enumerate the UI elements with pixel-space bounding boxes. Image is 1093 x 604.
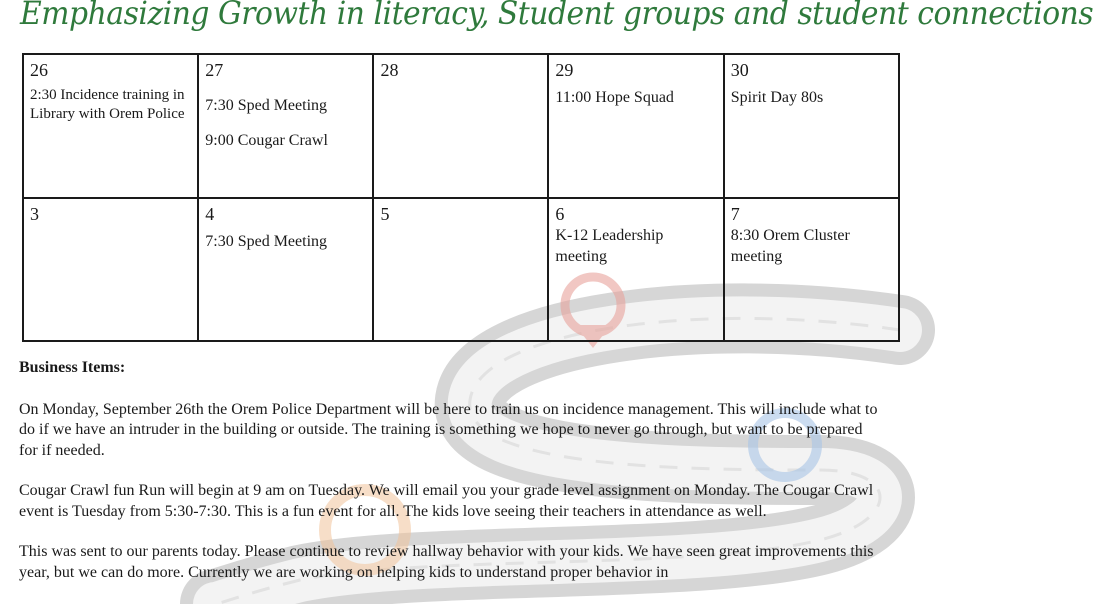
calendar-event: 7:30 Sped Meeting	[205, 233, 328, 251]
day-number: 27	[205, 60, 224, 80]
page-title: Emphasizing Growth in literacy, Student groups and student connections	[20, 0, 1093, 32]
calendar-event: 9:00 Cougar Crawl	[205, 132, 328, 150]
business-items-section	[19, 358, 885, 603]
calendar-day-cell	[548, 198, 723, 341]
day-number: 7	[730, 204, 740, 224]
calendar-day-cell	[198, 198, 373, 341]
calendar-day-cell	[548, 54, 723, 198]
day-number: 6	[555, 204, 565, 224]
calendar-day-cell	[23, 54, 198, 198]
paragraph: On Monday, September 26th the Orem Police Department will be here to train us on incidence management. This will include what to do if we have an intruder in the building or outside. The training is something we hope to never go through, but want to be prepared for if needed.	[19, 400, 878, 459]
calendar-day-cell	[373, 54, 548, 198]
calendar-week-row	[23, 198, 899, 341]
day-number: 26	[30, 60, 48, 80]
calendar-day-cell	[23, 198, 198, 341]
weekly-calendar	[22, 53, 900, 342]
day-number: 3	[30, 204, 39, 224]
calendar-event: Spirit Day 80s	[730, 89, 824, 107]
day-number: 28	[380, 60, 399, 80]
day-number: 4	[205, 204, 215, 224]
calendar-event: 2:30 Incidence training in Library with Orem Police	[30, 87, 185, 123]
calendar-day-cell	[724, 54, 899, 198]
day-number: 5	[380, 204, 390, 224]
calendar-event: 8:30 Orem Cluster meeting	[730, 227, 850, 266]
calendar-event: 11:00 Hope Squad	[555, 89, 674, 107]
calendar-day-cell	[198, 54, 373, 198]
calendar-week-row	[23, 54, 899, 198]
paragraph: This was sent to our parents today. Please continue to review hallway behavior with your kids. We have seen great improvements this year, but we can do more. Currently we are working on helping kids to understand proper behavior in	[19, 543, 874, 581]
section-heading: Business Items:	[19, 359, 126, 376]
day-number: 29	[555, 60, 574, 80]
calendar-day-cell	[724, 198, 899, 341]
day-number: 30	[730, 60, 749, 80]
calendar-day-cell	[373, 198, 548, 341]
calendar-event: 7:30 Sped Meeting	[205, 97, 328, 115]
calendar-event: K-12 Leadership meeting	[555, 227, 664, 266]
paragraph: Cougar Crawl fun Run will begin at 9 am on Tuesday. We will email you your grade level assignment on Monday. The Cougar Crawl event is Tuesday from 5:30-7:30. This is a fun event for all. The kids love seeing their teachers in attendance as well.	[19, 482, 874, 520]
